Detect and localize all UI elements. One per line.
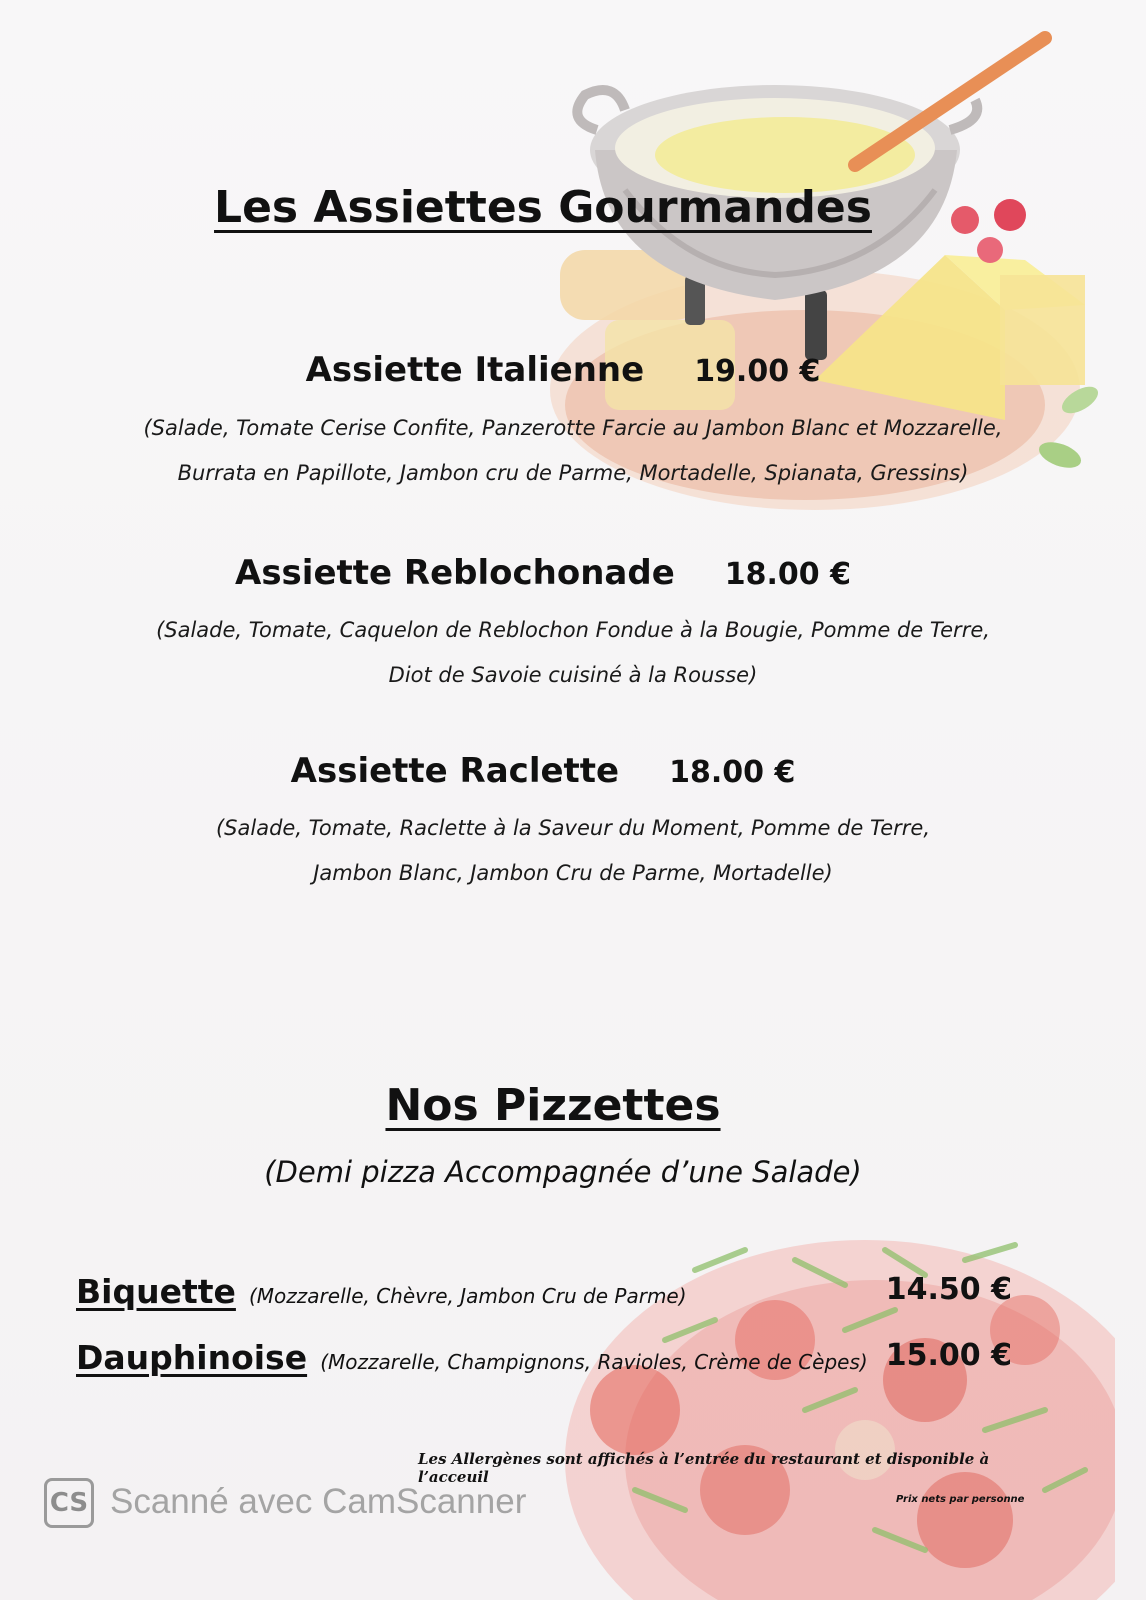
camscanner-logo-icon: CS (44, 1478, 94, 1528)
item-description-line: (Salade, Tomate Cerise Confite, Panzerotte Farcie au Jambon Blanc et Mozzarelle, (143, 416, 1003, 440)
camscanner-watermark: Scanné avec CamScanner (110, 1482, 527, 1521)
item-description-line: (Salade, Tomate, Caquelon de Reblochon Fondue à la Bougie, Pomme de Terre, (156, 618, 990, 642)
item-description (0, 806, 1146, 896)
item-description-line: (Salade, Tomate, Raclette à la Saveur du Moment, Pomme de Terre, (215, 816, 931, 840)
item-name: Biquette (76, 1272, 236, 1311)
section-title-assiettes: Les Assiettes Gourmandes (214, 182, 872, 233)
item-description (0, 608, 1146, 698)
item-description-line: Burrata en Papillote, Jambon cru de Parme, Mortadelle, Spianata, Gressins) (177, 461, 969, 485)
item-name: Assiette Italienne (305, 350, 645, 390)
menu-item-dauphinoise (76, 1338, 1026, 1388)
menu-item-assiette-raclette (0, 751, 1116, 791)
item-price: 19.00 € (694, 354, 821, 389)
section-subtitle: (Demi pizza Accompagnée d’une Salade) (264, 1155, 862, 1189)
item-price: 15.00 € (885, 1338, 1012, 1373)
prix-nets-note: Prix nets par personne (896, 1494, 1025, 1505)
item-price: 18.00 € (669, 755, 796, 790)
menu-item-biquette (76, 1272, 1026, 1322)
item-description-line: Diot de Savoie cuisiné à la Rousse) (388, 663, 758, 687)
item-price: 18.00 € (724, 557, 851, 592)
item-name: Assiette Reblochonade (235, 553, 675, 593)
item-name: Dauphinoise (76, 1338, 308, 1377)
item-name: Assiette Raclette (290, 751, 620, 791)
item-price: 14.50 € (885, 1272, 1012, 1307)
menu-item-assiette-italienne (0, 350, 1136, 390)
item-description (0, 406, 1146, 496)
allergens-notice: Les Allergènes sont affichés à l’entrée du restaurant et disponible à l’acceuil (418, 1450, 990, 1486)
item-description-line: Jambon Blanc, Jambon Cru de Parme, Mortadelle) (313, 861, 833, 885)
section-title-pizzettes: Nos Pizzettes (385, 1080, 721, 1131)
item-ingredients: (Mozzarelle, Chèvre, Jambon Cru de Parme) (249, 1284, 687, 1308)
item-ingredients: (Mozzarelle, Champignons, Ravioles, Crème de Cèpes) (320, 1350, 868, 1374)
menu-item-assiette-reblochonade (0, 553, 1116, 593)
